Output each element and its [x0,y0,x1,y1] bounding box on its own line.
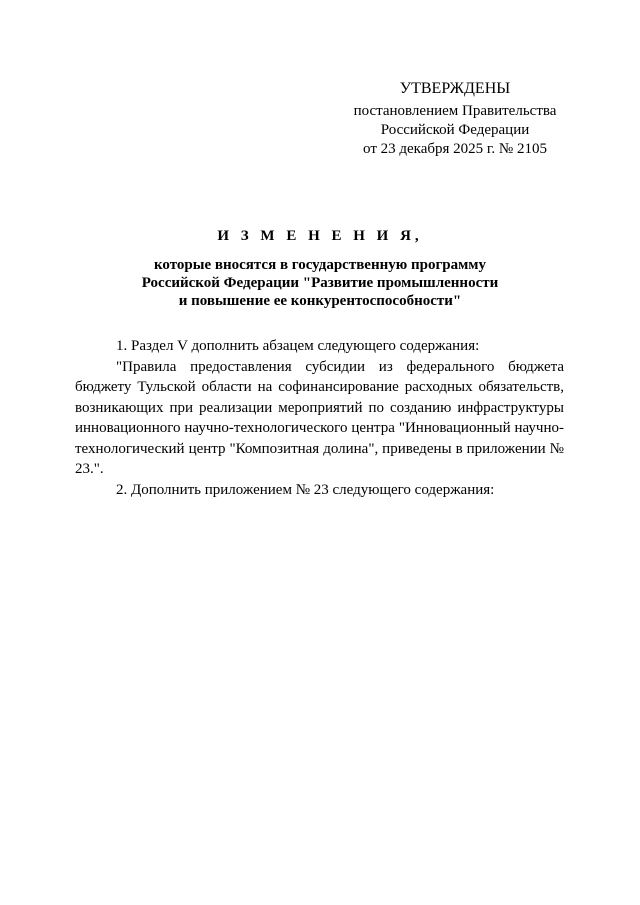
approval-block [340,78,570,159]
paragraph-item-2: 2. Дополнить приложением № 23 следующего содержания: [116,481,495,498]
heading-title: И З М Е Н Е Н И Я, [217,228,423,244]
heading-subtitle-line-1: которые вносятся в государственную программу [153,257,487,273]
approval-title: УТВЕРЖДЕНЫ [399,80,511,97]
heading-subtitle-line-2: Российской Федерации "Развитие промышленности [141,275,499,291]
document-heading [0,226,640,310]
approval-line-date-number: от 23 декабря 2025 г. № 2105 [363,141,547,157]
document-body [75,336,564,500]
approval-line-authority: постановлением Правительства [353,103,557,119]
approval-line-country: Российской Федерации [380,122,530,138]
paragraph-quoted-amendment: "Правила предоставления субсидии из федерального бюджета бюджету Тульской области на софинансирование расходных обязательств, возникающих при реализации мероприятий по созданию инфраструктуры инновационного научно-технологического центра "Инновационный научно-технологический центр "Композитная долина", приведены в приложении № 23.". [75,358,564,477]
heading-subtitle-line-3: и повышение ее конкурентоспособности" [178,293,462,309]
paragraph-item-1: 1. Раздел V дополнить абзацем следующего содержания: [116,338,480,354]
